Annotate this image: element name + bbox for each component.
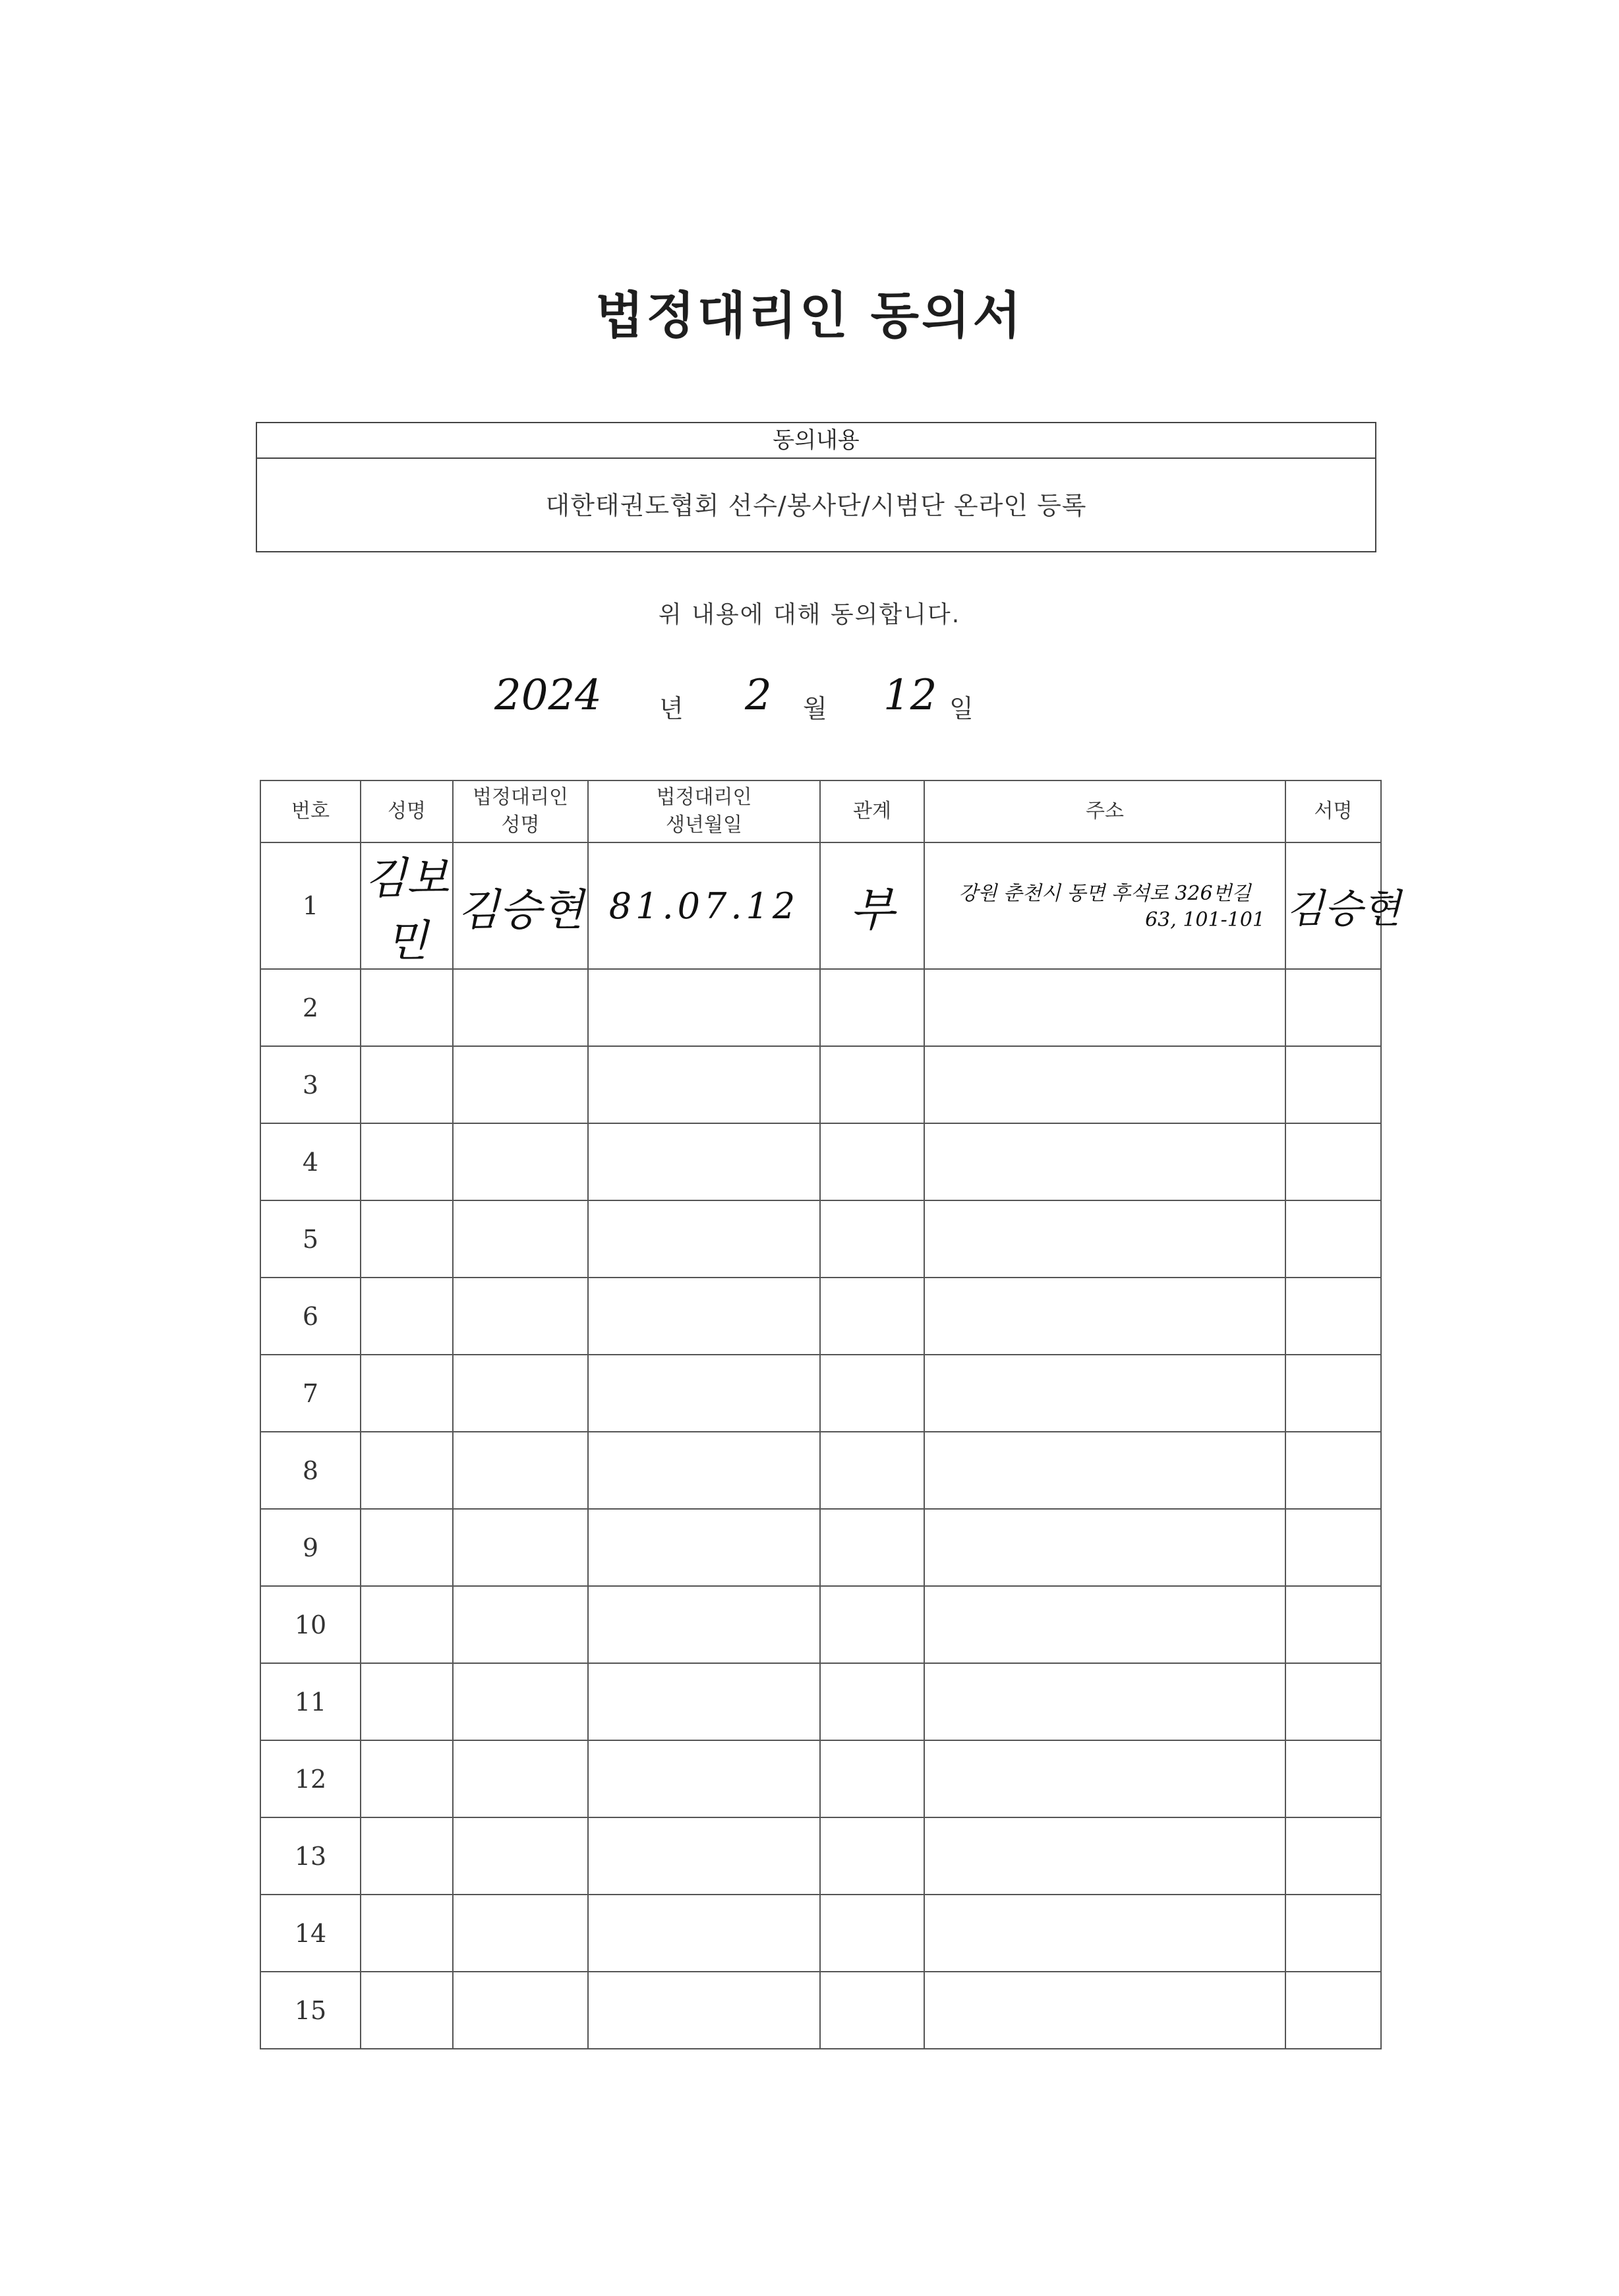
row-guardian-name <box>453 1740 588 1817</box>
row-guardian-birth <box>588 1046 820 1123</box>
row-number: 1 <box>260 842 361 969</box>
row-signature <box>1285 1972 1381 2049</box>
header-guardian-name-line2: 성명 <box>501 813 540 837</box>
table-row <box>260 1740 1381 1817</box>
row-signature <box>1285 969 1381 1046</box>
row-guardian-birth <box>588 1123 820 1200</box>
row-name <box>361 842 453 969</box>
row-relation <box>820 842 924 969</box>
row-guardian-birth <box>588 1200 820 1278</box>
row-address <box>924 1895 1285 1972</box>
row-address <box>924 1200 1285 1278</box>
row-name <box>361 1972 453 2049</box>
row-guardian-name <box>453 1432 588 1509</box>
row-address <box>924 1663 1285 1740</box>
row-guardian-birth <box>588 842 820 969</box>
row-address <box>924 969 1285 1046</box>
row-signature <box>1285 1740 1381 1817</box>
row-signature <box>1285 1046 1381 1123</box>
date-day: 12 <box>883 671 937 720</box>
table-header-row <box>260 780 1381 842</box>
header-relation-label: 관계 <box>853 800 891 823</box>
row-name <box>361 1355 453 1432</box>
table-row <box>260 1278 1381 1355</box>
row-name <box>361 1432 453 1509</box>
row-address <box>924 1972 1285 2049</box>
row-number: 6 <box>260 1278 361 1355</box>
row-number: 3 <box>260 1046 361 1123</box>
row-signature <box>1285 1586 1381 1663</box>
row-name <box>361 1200 453 1278</box>
row-signature <box>1285 1432 1381 1509</box>
header-signature-label: 서명 <box>1314 800 1353 823</box>
row-address <box>924 1278 1285 1355</box>
row-guardian-birth <box>588 1817 820 1895</box>
row-signature <box>1285 1663 1381 1740</box>
row-guardian-name <box>453 969 588 1046</box>
table-row <box>260 1200 1381 1278</box>
row-name <box>361 1046 453 1123</box>
row-relation <box>820 969 924 1046</box>
row-guardian-birth <box>588 1432 820 1509</box>
row-guardian-name <box>453 1817 588 1895</box>
row-relation <box>820 1972 924 2049</box>
row-relation <box>820 1278 924 1355</box>
row-guardian-birth <box>588 1740 820 1817</box>
table-row <box>260 1355 1381 1432</box>
row-guardian-name <box>453 1663 588 1740</box>
handwritten-address-line2: 63, 101-101 <box>1145 908 1265 931</box>
row-address <box>924 1817 1285 1895</box>
row-guardian-birth <box>588 969 820 1046</box>
handwritten-name: 김보민 <box>365 853 449 966</box>
document-title: 법정대리인 동의서 <box>595 286 1024 345</box>
agreement-statement: 위 내용에 대해 동의합니다. <box>658 601 961 628</box>
row-name <box>361 1509 453 1586</box>
row-relation <box>820 1432 924 1509</box>
date-month-unit: 월 <box>803 694 827 723</box>
row-relation <box>820 1355 924 1432</box>
row-guardian-birth <box>588 1586 820 1663</box>
row-address <box>924 1355 1285 1432</box>
row-relation <box>820 1123 924 1200</box>
row-number: 10 <box>260 1586 361 1663</box>
row-guardian-name <box>453 1123 588 1200</box>
header-number-label: 번호 <box>291 800 330 823</box>
row-guardian-birth <box>588 1278 820 1355</box>
row-relation <box>820 1740 924 1817</box>
date-day-unit: 일 <box>949 694 974 723</box>
row-signature <box>1285 1509 1381 1586</box>
row-address <box>924 842 1285 969</box>
row-number: 11 <box>260 1663 361 1740</box>
row-number: 9 <box>260 1509 361 1586</box>
row-number: 15 <box>260 1972 361 2049</box>
row-name <box>361 969 453 1046</box>
table-row <box>260 1817 1381 1895</box>
header-address-label: 주소 <box>1086 800 1124 823</box>
table-row <box>260 842 1381 969</box>
row-address <box>924 1586 1285 1663</box>
row-name <box>361 1278 453 1355</box>
header-guardian-name <box>453 780 588 842</box>
row-address <box>924 1123 1285 1200</box>
handwritten-signature: 김승현 <box>1286 886 1401 932</box>
row-number: 7 <box>260 1355 361 1432</box>
row-address <box>924 1432 1285 1509</box>
row-number: 4 <box>260 1123 361 1200</box>
row-name <box>361 1740 453 1817</box>
table-row <box>260 1586 1381 1663</box>
row-guardian-birth <box>588 1509 820 1586</box>
date-year-unit: 년 <box>659 694 684 723</box>
row-relation <box>820 1200 924 1278</box>
row-relation <box>820 1509 924 1586</box>
row-number: 5 <box>260 1200 361 1278</box>
table-row <box>260 1895 1381 1972</box>
row-relation <box>820 1586 924 1663</box>
header-guardian-birth-line2: 생년월일 <box>666 813 742 837</box>
row-guardian-name <box>453 1200 588 1278</box>
row-guardian-birth <box>588 1895 820 1972</box>
row-guardian-name <box>453 842 588 969</box>
header-name-label: 성명 <box>388 800 426 823</box>
row-relation <box>820 1663 924 1740</box>
row-signature <box>1285 1200 1381 1278</box>
row-guardian-name <box>453 1278 588 1355</box>
row-name <box>361 1123 453 1200</box>
handwritten-guardian-birth: 81.07.12 <box>608 885 800 927</box>
row-signature <box>1285 1355 1381 1432</box>
row-address <box>924 1740 1285 1817</box>
table-row <box>260 969 1381 1046</box>
header-guardian-birth <box>588 780 820 842</box>
header-address <box>924 780 1285 842</box>
row-guardian-birth <box>588 1972 820 2049</box>
row-guardian-name <box>453 1895 588 1972</box>
header-number <box>260 780 361 842</box>
date-year: 2024 <box>494 671 602 720</box>
handwritten-address-line1: 강원 춘천시 동면 후석로 326번길 <box>958 881 1251 905</box>
row-guardian-name <box>453 1355 588 1432</box>
row-name <box>361 1586 453 1663</box>
handwritten-guardian-name: 김승현 <box>457 884 584 935</box>
row-relation <box>820 1895 924 1972</box>
consent-header: 동의내용 <box>257 423 1375 459</box>
row-guardian-name <box>453 1586 588 1663</box>
table-row <box>260 1046 1381 1123</box>
date-month: 2 <box>745 671 772 720</box>
row-guardian-birth <box>588 1663 820 1740</box>
row-signature <box>1285 1278 1381 1355</box>
date-line <box>0 666 1619 732</box>
table-row <box>260 1123 1381 1200</box>
consent-content: 대한태권도협회 선수/봉사단/시범단 온라인 등록 <box>545 491 1087 520</box>
header-signature <box>1285 780 1381 842</box>
row-signature <box>1285 1895 1381 1972</box>
row-signature <box>1285 842 1401 969</box>
row-number: 8 <box>260 1432 361 1509</box>
row-number: 2 <box>260 969 361 1046</box>
row-guardian-birth <box>588 1355 820 1432</box>
header-guardian-birth-line1: 법정대리인 <box>656 786 752 809</box>
table-row <box>260 1663 1381 1740</box>
handwritten-relation: 부 <box>850 882 895 937</box>
table-row <box>260 1509 1381 1586</box>
row-relation <box>820 1817 924 1895</box>
row-number: 13 <box>260 1817 361 1895</box>
header-relation <box>820 780 924 842</box>
consent-box <box>256 422 1376 552</box>
table-row <box>260 1432 1381 1509</box>
row-signature <box>1285 1817 1381 1895</box>
header-guardian-name-line1: 법정대리인 <box>473 786 568 809</box>
row-name <box>361 1895 453 1972</box>
row-guardian-name <box>453 1046 588 1123</box>
row-signature <box>1285 1123 1381 1200</box>
row-number: 12 <box>260 1740 361 1817</box>
table-row <box>260 1972 1381 2049</box>
row-address <box>924 1509 1285 1586</box>
row-guardian-name <box>453 1509 588 1586</box>
row-address <box>924 1046 1285 1123</box>
row-guardian-name <box>453 1972 588 2049</box>
guardian-table <box>260 780 1401 2049</box>
row-relation <box>820 1046 924 1123</box>
row-name <box>361 1663 453 1740</box>
row-number: 14 <box>260 1895 361 1972</box>
header-name <box>361 780 453 842</box>
row-name <box>361 1817 453 1895</box>
